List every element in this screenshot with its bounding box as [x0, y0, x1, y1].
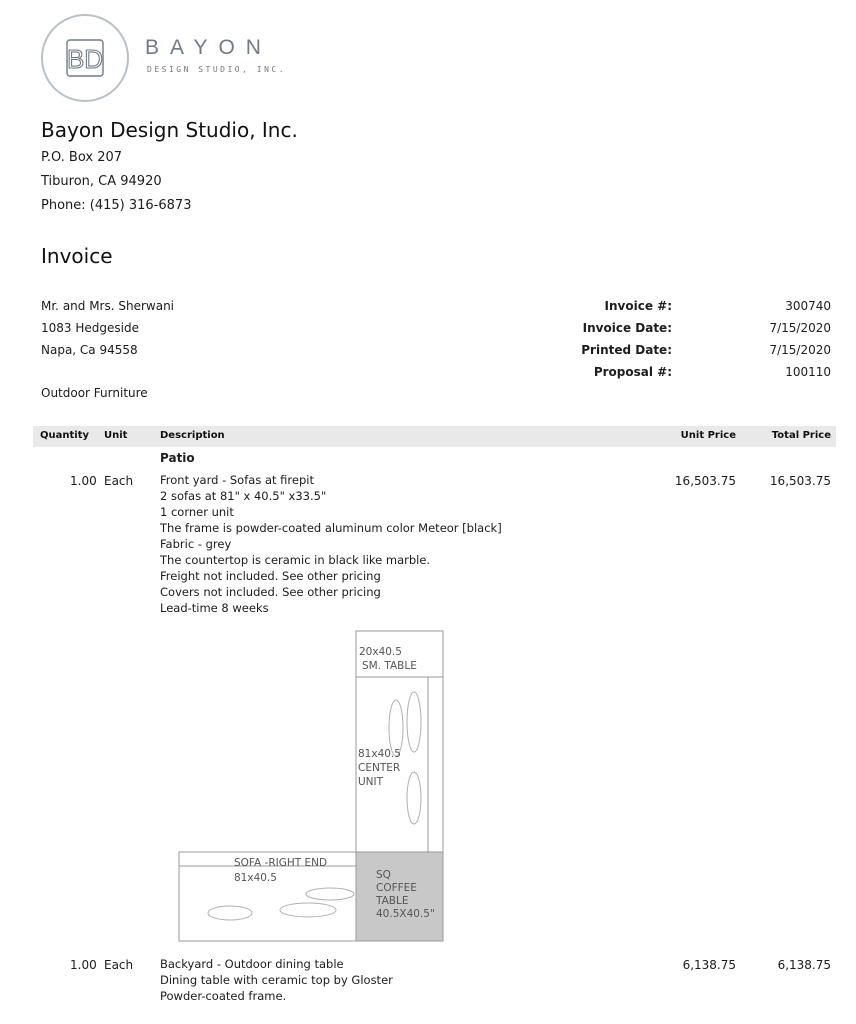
header-description: Description [160, 430, 225, 441]
item1-desc-line: Fabric - grey [160, 537, 232, 551]
company-phone: Phone: (415) 316-6873 [41, 198, 192, 213]
item2-quantity: 1.00 [70, 958, 97, 972]
item2-desc-line: Powder-coated frame. [160, 989, 287, 1003]
company-name: Bayon Design Studio, Inc. [41, 118, 298, 142]
sketch-label: 81x40.5 [358, 748, 401, 760]
logo-monogram-text: BD [66, 44, 104, 74]
printed-date-value: 7/15/2020 [769, 343, 831, 357]
sketch-label: 20x40.5 [359, 646, 402, 658]
item2-unit-price: 6,138.75 [682, 958, 736, 972]
sketch-label: COFFEE [376, 882, 417, 894]
item1-desc-line: The countertop is ceramic in black like marble. [160, 553, 431, 567]
project-name: Outdoor Furniture [41, 386, 148, 400]
company-address-line2: Tiburon, CA 94920 [41, 174, 162, 189]
sketch-label: SM. TABLE [362, 660, 417, 672]
header-unit: Unit [104, 430, 128, 441]
item2-total-price: 6,138.75 [777, 958, 831, 972]
client-name: Mr. and Mrs. Sherwani [41, 299, 175, 313]
invoice-date-value: 7/15/2020 [769, 321, 831, 335]
sketch-label: UNIT [358, 776, 384, 788]
proposal-number-value: 100110 [785, 365, 831, 379]
invoice-number-label: Invoice #: [604, 299, 672, 313]
item1-total-price: 16,503.75 [769, 474, 831, 488]
invoice-number-value: 300740 [785, 299, 831, 313]
layout-sketch [178, 630, 448, 945]
item1-desc-line: 2 sofas at 81" x 40.5" x33.5" [160, 489, 327, 503]
logo-monogram-icon [41, 14, 129, 102]
item1-desc-line: The frame is powder-coated aluminum color Meteor [black] [160, 521, 502, 535]
logo-tagline: DESIGN STUDIO, INC. [147, 65, 287, 74]
header-total-price: Total Price [771, 430, 831, 441]
sketch-label: SQ [376, 869, 391, 881]
section-title: Patio [160, 451, 195, 465]
item2-desc-line: Dining table with ceramic top by Gloster [160, 973, 393, 987]
item1-desc-line: Lead-time 8 weeks [160, 601, 269, 615]
client-street: 1083 Hedgeside [41, 321, 139, 335]
item2-desc-line: Backyard - Outdoor dining table [160, 957, 344, 971]
logo-brand-name: BAYON [145, 36, 272, 59]
item2-unit: Each [104, 958, 134, 972]
sketch-label: SOFA -RIGHT END [234, 857, 328, 869]
sketch-label: TABLE [376, 895, 409, 907]
item1-quantity: 1.00 [70, 474, 97, 488]
item1-unit-price: 16,503.75 [674, 474, 736, 488]
header-quantity: Quantity [40, 430, 89, 441]
item1-desc-line: 1 corner unit [160, 505, 234, 519]
proposal-number-label: Proposal #: [593, 365, 672, 379]
item1-desc-line: Covers not included. See other pricing [160, 585, 381, 599]
header-unit-price: Unit Price [680, 430, 736, 441]
sketch-label: 40.5X40.5" [376, 908, 435, 920]
company-address-line1: P.O. Box 207 [41, 150, 123, 165]
sketch-label: CENTER [358, 762, 401, 774]
printed-date-label: Printed Date: [581, 343, 672, 357]
invoice-date-label: Invoice Date: [582, 321, 672, 335]
item1-desc-line: Freight not included. See other pricing [160, 569, 381, 583]
document-title: Invoice [41, 244, 113, 268]
client-city: Napa, Ca 94558 [41, 343, 138, 357]
item1-desc-line: Front yard - Sofas at firepit [160, 473, 314, 487]
sketch-label: 81x40.5 [234, 872, 277, 884]
item1-unit: Each [104, 474, 134, 488]
